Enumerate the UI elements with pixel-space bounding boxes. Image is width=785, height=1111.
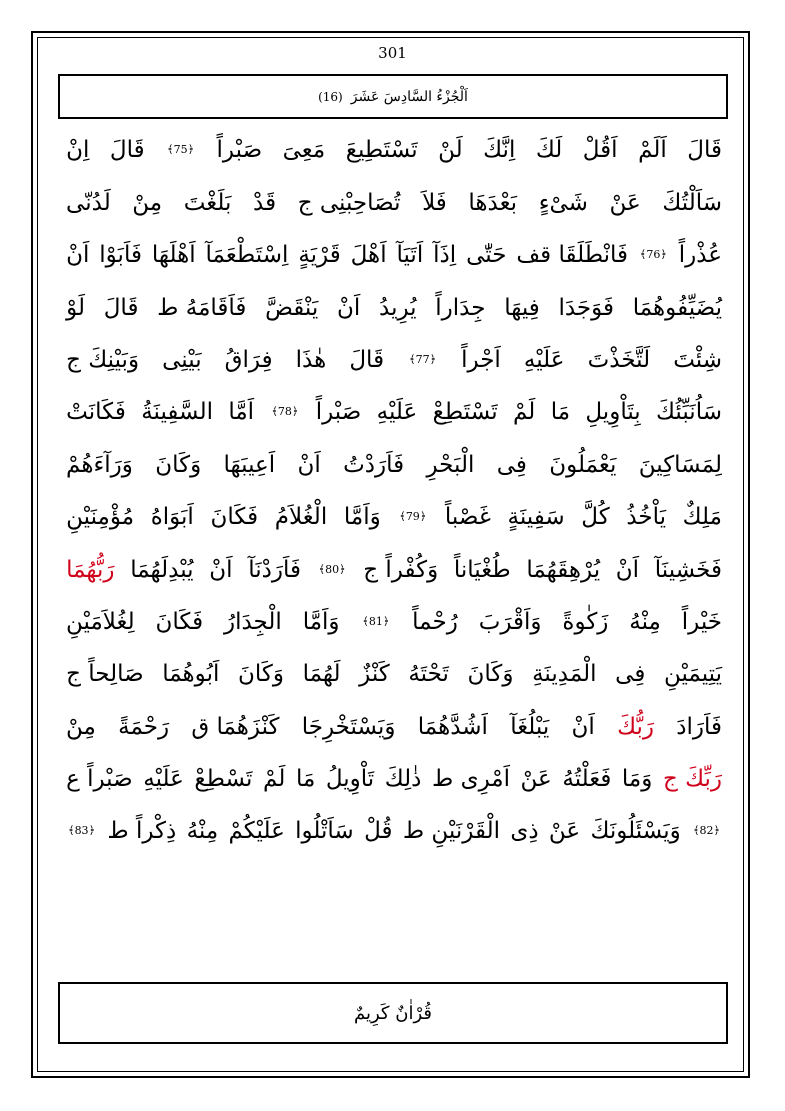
- verse-word: اِنَّكَ: [483, 137, 516, 164]
- verse-word: عَلَيْكُمْ: [228, 818, 285, 845]
- verse-word: رَحْمَةً: [118, 713, 170, 740]
- ayah-number-marker: ﴿83﴾: [68, 824, 96, 838]
- verse-word: قَرْيَةٍ: [298, 242, 341, 269]
- verse-word: اَنْ: [66, 242, 90, 269]
- verse-word: اَمْرِى ط: [431, 766, 510, 793]
- verse-word: بَيْنِى: [162, 346, 202, 373]
- verse-word: مَا: [550, 399, 571, 426]
- verse-word: شِئْتَ: [673, 346, 722, 373]
- verse-line: [66, 126, 722, 174]
- verse-word: لَكَ: [535, 137, 563, 164]
- verse-word: اَنْ: [337, 294, 361, 321]
- verse-line: [66, 336, 722, 384]
- verse-word: الْقَرْنَيْنِ ط: [402, 818, 500, 845]
- verse-word: مُؤْمِنَيْنِ: [66, 504, 135, 531]
- verse-word: وَكَانَ: [155, 451, 202, 478]
- verse-word: فَعَلْتُهُ: [562, 766, 612, 793]
- verse-word: غَصْباً: [444, 504, 491, 531]
- ayah-number-marker: ﴿81﴾: [362, 614, 390, 628]
- verse-word: السَّفِينَةُ: [141, 399, 213, 426]
- verse-word: اَنْ: [297, 451, 321, 478]
- verse-word: الْبَحْرِ: [426, 451, 475, 478]
- verse-word: اَنْ: [571, 713, 595, 740]
- verse-word: يُرِيدُ: [379, 294, 417, 321]
- verse-word: صَبْراً: [315, 399, 362, 426]
- juz-title: اَلْجُزْءُ السَّادِسَ عَشَرَ: [350, 88, 468, 105]
- verse-line: [66, 546, 722, 594]
- verse-word: اَقُلْ: [582, 137, 618, 164]
- verse-word: فَاَبَوْا: [99, 242, 142, 269]
- verse-line: [66, 441, 722, 489]
- ayah-number-marker: ﴿76﴾: [639, 248, 667, 262]
- verse-word: فَخَشِينَآ: [654, 556, 722, 583]
- ayah-number-marker: ﴿77﴾: [409, 352, 437, 366]
- verse-word: فَاَقَامَهُ ط: [157, 294, 247, 321]
- verse-word: الْجِدَارُ: [223, 608, 282, 635]
- verse-word: يَتِيمَيْنِ: [663, 661, 722, 688]
- verse-word: سَفِينَةٍ: [507, 504, 565, 531]
- verse-word: ذِكْراً ط: [107, 818, 177, 845]
- verse-word: فِى: [615, 661, 646, 688]
- verse-word: عُذْراً: [678, 242, 722, 269]
- verse-word: فَاَرَادَ: [676, 713, 722, 740]
- verse-word: ذِى: [510, 818, 539, 845]
- verse-word: فَوَجَدَا: [558, 294, 615, 321]
- verse-word: صَبْراً: [216, 137, 263, 164]
- verse-line: [66, 179, 722, 227]
- verse-word: سَاَتْلُوا: [295, 818, 354, 845]
- verse-word: قَالَ: [349, 346, 385, 373]
- ayah-number-marker: ﴿75﴾: [167, 143, 195, 157]
- verse-word: لَمْ: [512, 399, 536, 426]
- verse-word: مِنْ: [132, 189, 163, 216]
- verse-word: لِغُلاَمَيْنِ: [66, 608, 135, 635]
- verse-word: يَاْخُذُ: [626, 504, 667, 531]
- verse-word: وَبَيْنِكَ ج: [66, 346, 140, 373]
- verse-word: اِنْ: [66, 137, 90, 164]
- verse-word: اَمَّا: [228, 399, 255, 426]
- verse-word: فَكَانَتْ: [66, 399, 126, 426]
- verse-word: رَبِّكَ ج: [662, 766, 722, 793]
- verse-word: وَاَمَّا: [343, 504, 381, 531]
- verse-word: بَلَغْتَ: [183, 189, 232, 216]
- verse-word: فَانْطَلَقَا قف: [516, 242, 628, 269]
- ayah-number-marker: ﴿79﴾: [399, 510, 427, 524]
- ayah-number-marker: ﴿78﴾: [271, 405, 299, 419]
- verse-line: [66, 493, 722, 541]
- verse-word: تَاْوِيلُ: [325, 766, 375, 793]
- verse-word: قَالَ: [103, 294, 139, 321]
- juz-number: (16): [318, 89, 343, 104]
- verse-word: كَنْزٌ: [359, 661, 390, 688]
- verse-word: عَنْ: [520, 766, 552, 793]
- verse-word: فَلاَ: [422, 189, 447, 216]
- verse-word: لِمَسَاكِينَ: [638, 451, 722, 478]
- footer-title: قُرْاٰنٌ كَرِيمٌ: [354, 1002, 432, 1024]
- verse-word: لَنْ: [438, 137, 463, 164]
- verse-word: سَاُنَبِّئُكَ: [656, 399, 722, 426]
- verse-word: وَمَا: [621, 766, 653, 793]
- verse-word: وَكَانَ: [467, 661, 514, 688]
- verse-word: اَبُوهُمَا: [162, 661, 220, 688]
- verse-word: عَلَيْهِ: [523, 346, 565, 373]
- verse-word: تَسْتَطِعْ: [432, 399, 498, 426]
- verse-word: مِنْ: [66, 713, 96, 740]
- verse-word: فِى: [496, 451, 527, 478]
- verse-word: صَالِحاً ج: [66, 661, 144, 688]
- verse-word: صَبْراً ع: [66, 766, 133, 793]
- verse-word: اَهْلَهَا: [151, 242, 196, 269]
- verse-word: هٰذَا: [295, 346, 327, 373]
- verse-line: [66, 755, 722, 803]
- verse-word: يُبْدِلَهُمَا: [130, 556, 194, 583]
- verse-word: يَنْقَضَّ: [265, 294, 319, 321]
- verse-word: اَعِيبَهَا: [223, 451, 276, 478]
- verse-word: الْمَدِينَةِ: [532, 661, 597, 688]
- verse-line: [66, 231, 722, 279]
- verse-word: رُحْماً: [412, 608, 458, 635]
- verse-line: [66, 598, 722, 646]
- verse-word: مَلِكٌ: [682, 504, 722, 531]
- verse-word: فَاَرَدْتُ: [343, 451, 405, 478]
- verse-word: حَتّٰى: [466, 242, 507, 269]
- verse-word: شَىْءٍ: [538, 189, 588, 216]
- verse-word: اَبَوَاهُ: [150, 504, 194, 531]
- verse-word: اَشُدَّهُمَا: [417, 713, 488, 740]
- verse-line: [66, 388, 722, 436]
- verse-word: فَكَانَ: [210, 504, 259, 531]
- verse-word: اَنْ: [615, 556, 640, 583]
- verse-word: مِنْهُ: [629, 608, 661, 635]
- verse-word: يُرْهِقَهُمَا: [526, 556, 601, 583]
- quran-text-block: [66, 122, 722, 912]
- verse-line: [66, 703, 722, 751]
- verse-word: وَرَآءَهُمْ: [66, 451, 133, 478]
- verse-word: الْغُلاَمُ: [274, 504, 328, 531]
- verse-word: وَاَمَّا: [302, 608, 340, 635]
- verse-word: وَكُفْراً ج: [363, 556, 439, 583]
- verse-line: [66, 650, 722, 698]
- verse-word: بَعْدَهَا: [468, 189, 518, 216]
- verse-word: عَنْ: [548, 818, 581, 845]
- ayah-number-marker: ﴿80﴾: [318, 562, 346, 576]
- ayah-number-marker: ﴿82﴾: [693, 824, 720, 838]
- verse-word: اِذَآ: [433, 242, 457, 269]
- verse-word: لَمْ: [263, 766, 286, 793]
- page-number: 301: [378, 44, 407, 62]
- verse-line: [66, 284, 722, 332]
- verse-line: [66, 807, 722, 855]
- verse-word: مَعِىَ: [282, 137, 326, 164]
- verse-word: فِرَاقُ: [224, 346, 273, 373]
- verse-word: قُلْ: [364, 818, 393, 845]
- juz-header: [58, 74, 728, 119]
- verse-word: فِيهَا: [504, 294, 540, 321]
- verse-word: رَبُّهُمَا: [66, 556, 115, 583]
- verse-word: لَوْ: [66, 294, 85, 321]
- verse-word: زَكٰوةً: [562, 608, 609, 635]
- verse-word: تُصَاحِبْنِى ج: [297, 189, 401, 216]
- verse-word: يُضَيِّفُوهُمَا: [632, 294, 722, 321]
- verse-word: تَسْطِعْ: [194, 766, 253, 793]
- verse-word: بِتَاْوِيلِ: [585, 399, 641, 426]
- verse-word: رَبُّكَ: [617, 713, 654, 740]
- verse-word: لَدُنّى: [66, 189, 111, 216]
- verse-word: اَجْراً: [461, 346, 501, 373]
- verse-word: تَحْتَهُ: [408, 661, 449, 688]
- verse-word: قَالَ: [687, 137, 722, 164]
- verse-word: جِدَاراً: [435, 294, 486, 321]
- verse-word: طُغْيَاناً: [453, 556, 511, 583]
- verse-word: عَنْ: [609, 189, 641, 216]
- verse-word: قَدْ: [253, 189, 277, 216]
- verse-word: خَيْراً: [681, 608, 722, 635]
- verse-word: كَنْزَهُمَا ق: [191, 713, 280, 740]
- verse-word: اَتَيَآ: [396, 242, 424, 269]
- verse-word: ذٰلِكَ: [384, 766, 422, 793]
- verse-word: فَاَرَدْنَآ: [248, 556, 301, 583]
- verse-word: عَلَيْهِ: [376, 399, 418, 426]
- verse-word: تَسْتَطِيعَ: [345, 137, 418, 164]
- verse-word: سَاَلْتُكَ: [662, 189, 722, 216]
- verse-word: فَكَانَ: [155, 608, 204, 635]
- verse-word: وَيَسْتَخْرِجَا: [301, 713, 396, 740]
- verse-word: قَالَ: [109, 137, 145, 164]
- verse-word: وَاَقْرَبَ: [478, 608, 542, 635]
- verse-word: وَيَسْئَلُونَكَ: [590, 818, 681, 845]
- footer-box: [58, 982, 728, 1044]
- verse-word: لَهُمَا: [302, 661, 341, 688]
- verse-word: اَلَمْ: [638, 137, 667, 164]
- verse-word: اِسْتَطْعَمَآ: [205, 242, 289, 269]
- verse-word: عَلَيْهِ: [143, 766, 184, 793]
- verse-word: وَكَانَ: [237, 661, 284, 688]
- verse-word: اَهْلَ: [350, 242, 387, 269]
- verse-word: مَا: [295, 766, 316, 793]
- verse-word: لَتَّخَذْتَ: [587, 346, 651, 373]
- verse-word: كُلَّ: [581, 504, 610, 531]
- verse-word: يَعْمَلُونَ: [549, 451, 617, 478]
- verse-word: يَبْلُغَآ: [510, 713, 550, 740]
- verse-word: مِنْهُ: [186, 818, 219, 845]
- verse-word: اَنْ: [209, 556, 233, 583]
